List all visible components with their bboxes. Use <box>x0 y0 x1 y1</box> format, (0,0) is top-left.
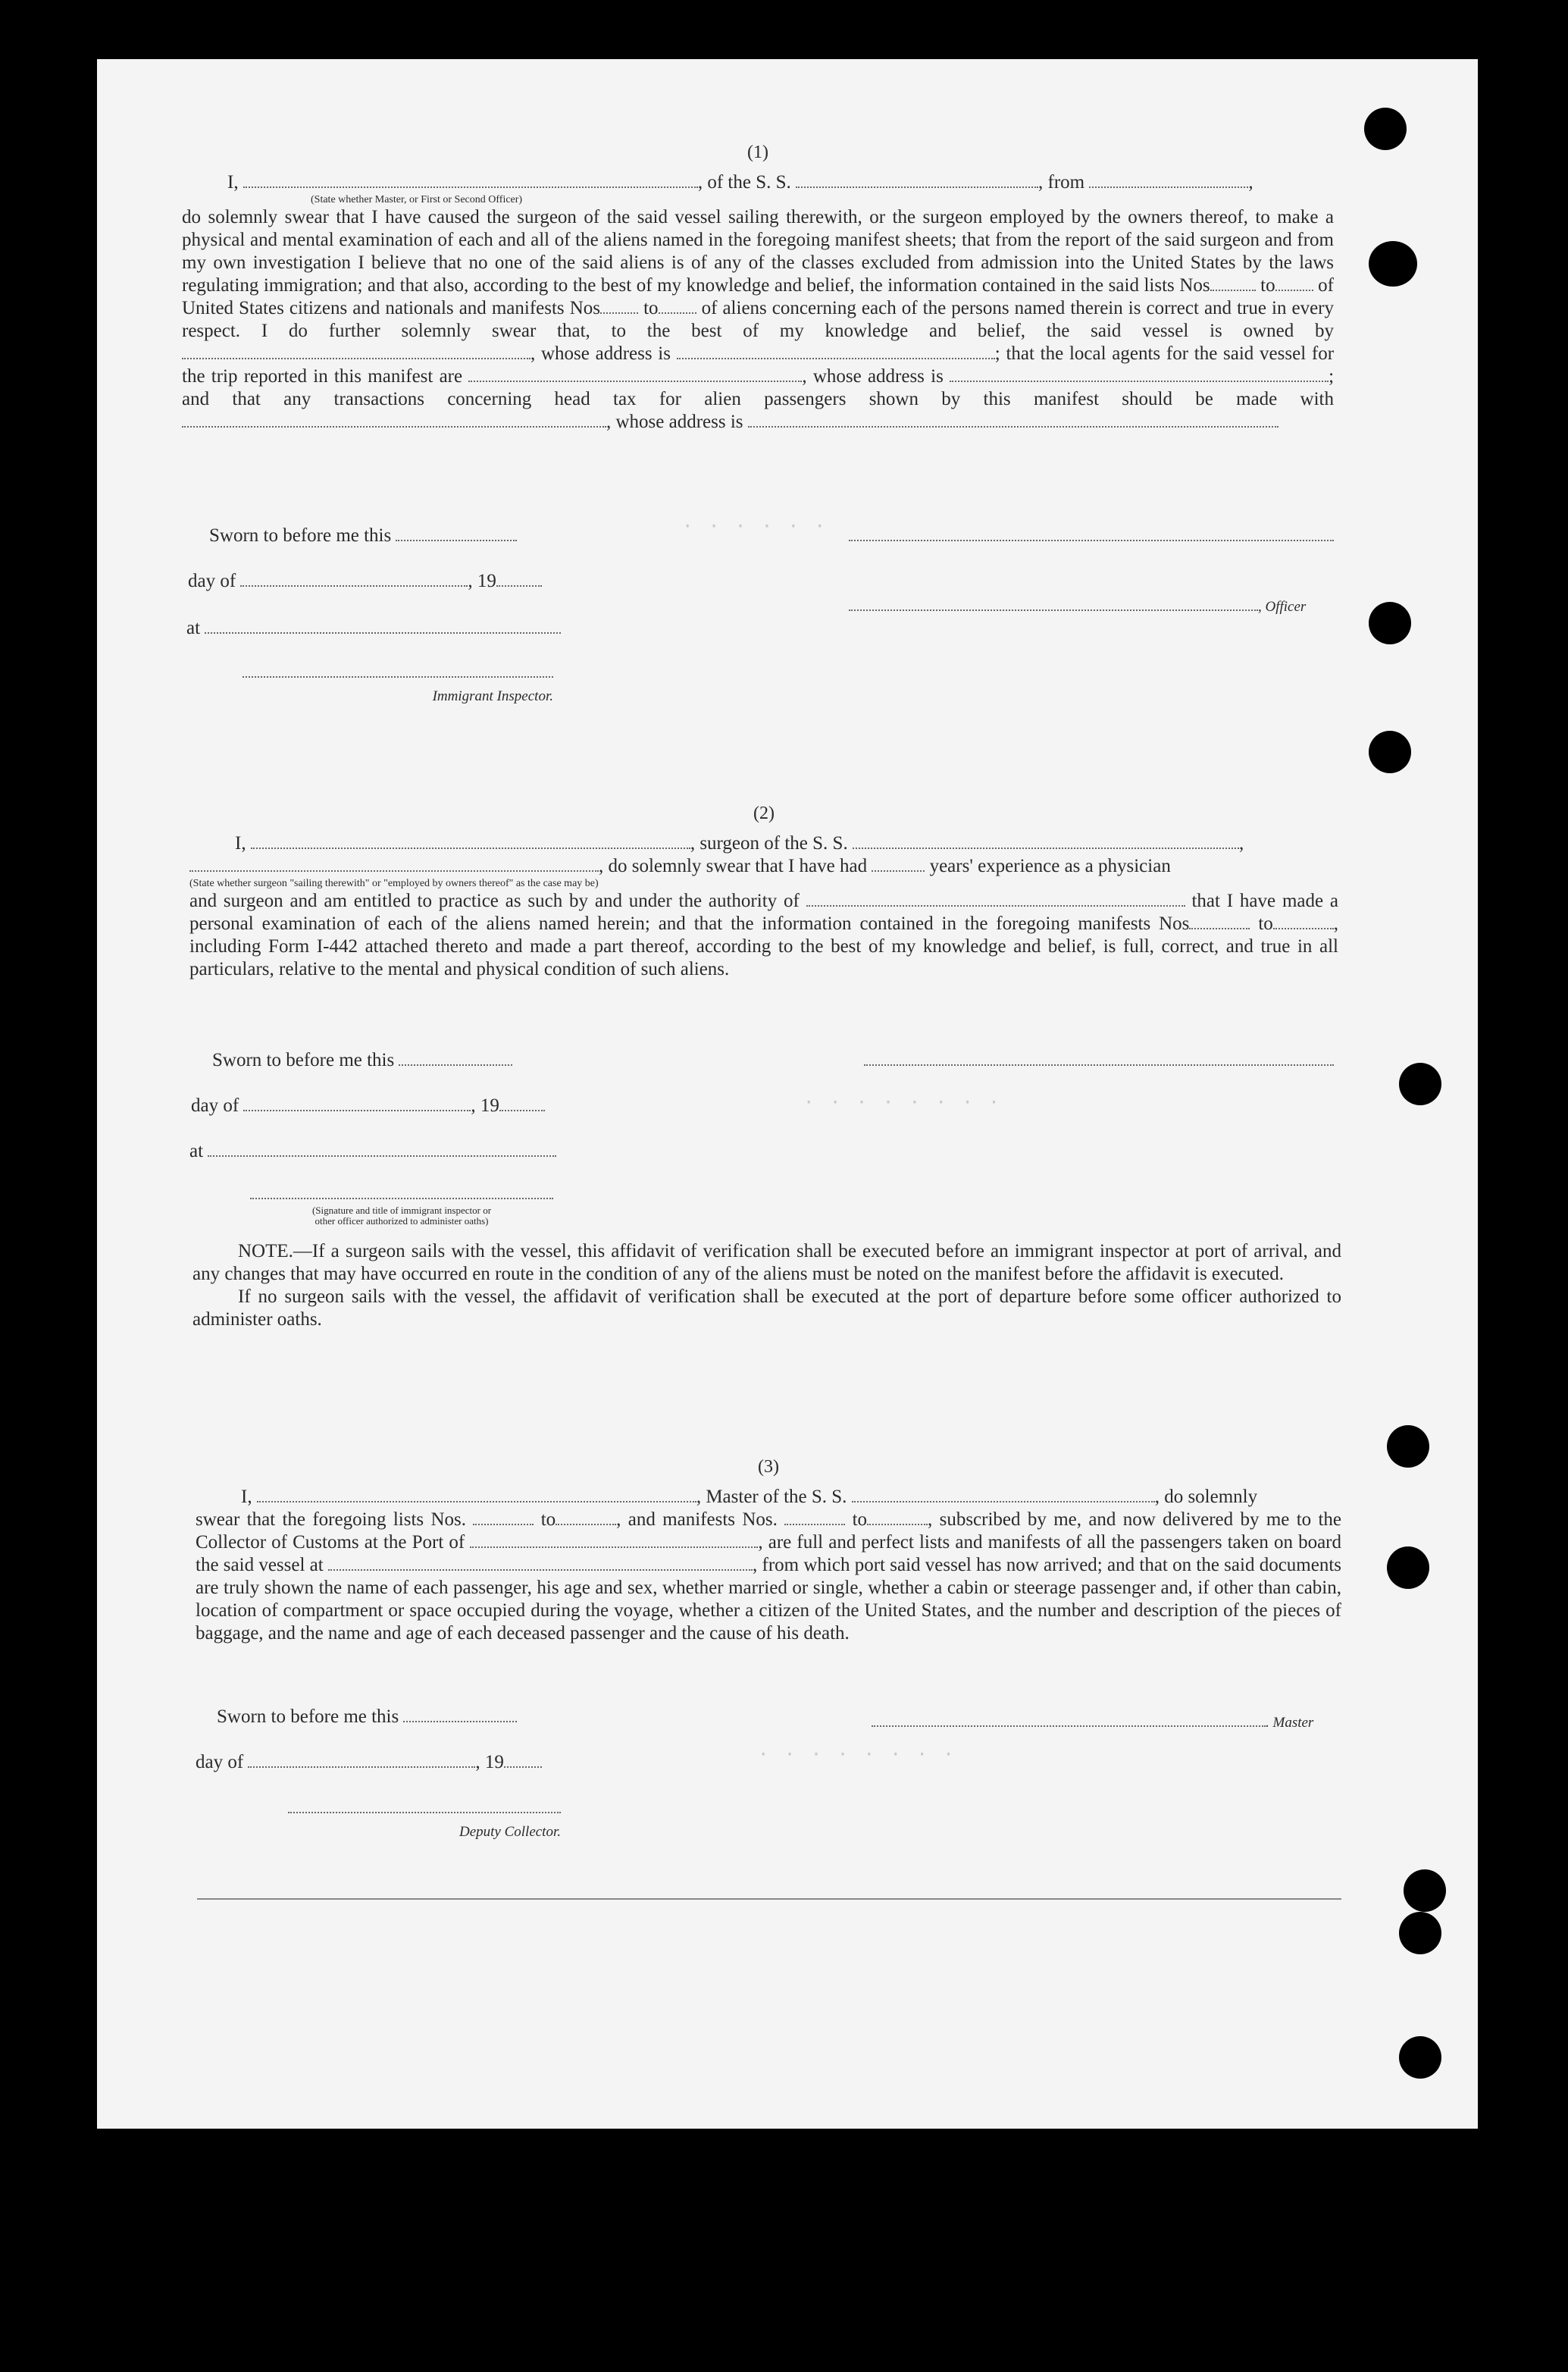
declarant-line: I, , surgeon of the S. S. , <box>235 833 1244 854</box>
sworn-line: Sworn to before me this <box>212 1049 512 1072</box>
affidavit-text: and surgeon and am entitled to practice as such by and under the authority of that I have made a personal examination of each of the aliens named herein; and that the information contained in the foregoing manifests Nos to , including Form I-442 attached thereto and made a part thereof, according to the best of my knowledge and belief, is full, correct, and true in all particulars, relative to the mental and physical condition of such aliens. <box>189 891 1339 979</box>
surgeon-status-field[interactable] <box>189 857 599 872</box>
day-line: day of , 19 <box>188 570 542 593</box>
inspector-signature-field[interactable] <box>250 1184 553 1199</box>
head-tax-field[interactable] <box>182 412 606 428</box>
year-field[interactable] <box>499 1096 545 1111</box>
owner-address-field[interactable] <box>677 344 995 359</box>
signature-caption-2: other officer authorized to administer oaths) <box>315 1215 489 1227</box>
inspector-signature <box>243 1183 561 1227</box>
field-hint: (State whether surgeon "sailing therewith" or "employed by owners thereof" as the case may be) <box>189 878 599 889</box>
punch-hole <box>1399 1912 1441 1954</box>
agents-address-field[interactable] <box>950 367 1329 382</box>
punch-hole <box>1369 241 1417 287</box>
sworn-date-field[interactable] <box>403 1707 517 1722</box>
punch-hole <box>1369 602 1411 644</box>
officer-signature-line: , Officer <box>849 594 1306 619</box>
at-line: at <box>189 1140 556 1163</box>
affidavit-text: swear that the foregoing lists Nos. to , and manifests Nos. to , subscribed by me, and now delivered by me to the Collector of Customs at the Port of , are full and perfect lists and manifests of all the passengers taken on board the said vessel at , from which port said vessel has now arrived; and that on the said documents are truly shown the name of each passenger, his age and sex, whether married or single, whether a cabin or steerage passenger and, if other than cabin, location of compartment or space occupied during the voyage, whether a citizen of the United States, and the number and description of the pieces of baggage, and the name and age of each deceased passenger and the cause of his death. <box>196 1509 1342 1643</box>
officer-signature <box>849 525 1334 547</box>
punch-hole <box>1387 1425 1429 1468</box>
surgeon-signature-field[interactable] <box>864 1051 1334 1066</box>
at-line: at <box>186 617 561 640</box>
divider <box>197 1898 1341 1900</box>
departure-port-field[interactable] <box>328 1556 753 1571</box>
officer-signature-field[interactable] <box>849 596 1258 611</box>
manifests-from-field[interactable] <box>1189 914 1250 929</box>
port-field[interactable] <box>470 1533 758 1548</box>
affidavit-surgeon <box>189 802 1338 981</box>
year-field[interactable] <box>504 1753 542 1768</box>
vessel-field[interactable] <box>796 173 1038 188</box>
bleed-through: · · · · · · · · <box>803 1092 1002 1113</box>
day-field[interactable] <box>240 572 468 587</box>
sworn-date-field[interactable] <box>399 1051 512 1066</box>
inspector-signature <box>235 661 553 708</box>
field-hint: (State whether Master, or First or Second Officer) <box>311 194 523 205</box>
punch-hole <box>1404 1869 1446 1912</box>
manifests-to-field[interactable] <box>1273 914 1334 929</box>
lists-to-field[interactable] <box>556 1510 616 1525</box>
from-field[interactable] <box>1089 173 1248 188</box>
declarant-line: I, , of the S. S. , from , <box>227 172 1253 193</box>
deputy-signature-field[interactable] <box>288 1798 561 1813</box>
deputy-signature <box>250 1797 561 1844</box>
master-name-field[interactable] <box>257 1487 696 1502</box>
manifests-from-field[interactable] <box>600 299 638 314</box>
bleed-through: · · · · · · <box>682 515 828 537</box>
day-line: day of , 19 <box>191 1095 545 1117</box>
section-number: (2) <box>753 804 775 823</box>
years-field[interactable] <box>872 857 925 872</box>
affidavit-text: do solemnly swear that I have caused the surgeon of the said vessel sailing therewith, or the surgeon employed by the owners thereof, to make a physical and mental examination of each and all of the aliens named in the foregoing manifest sheets; that from the report of the said surgeon and from my own investigation I believe that no one of the said aliens is of any of the classes excluded from admission into the United States by the laws regulating immigration; and that also, according to the best of my knowledge and belief, the information contained in the said lists Nos to of United States citizens and nationals and manifests Nos to of aliens concerning each of the persons named therein is correct and true in every respect. I do further solemnly swear that, to the best of my knowledge and belief, the said vessel is owned by , whose address is ; that the local agents for the said vessel for the trip reported in this manifest are , whose address is ; and that any transactions concerning head tax for alien passengers shown by this manifest should be made with , whose address is <box>182 207 1335 432</box>
section-number: (3) <box>758 1457 779 1477</box>
master-signature: . Master <box>872 1710 1313 1734</box>
vessel-field[interactable] <box>852 1487 1155 1502</box>
bleed-through: · · · · · · · · <box>758 1744 956 1765</box>
manifests-from-field[interactable] <box>784 1510 845 1525</box>
punch-hole <box>1369 731 1411 773</box>
inspector-signature-field[interactable] <box>243 663 553 678</box>
year-field[interactable] <box>496 572 542 587</box>
manifests-to-field[interactable] <box>867 1510 928 1525</box>
sworn-line: Sworn to before me this <box>209 525 517 547</box>
deputy-caption: Deputy Collector. <box>459 1824 561 1840</box>
sworn-line: Sworn to before me this <box>217 1706 517 1728</box>
punch-hole <box>1364 108 1407 150</box>
agents-field[interactable] <box>468 367 802 382</box>
affidavit-master-arrival <box>196 1455 1341 1645</box>
note-paragraph: NOTE.—If a surgeon sails with the vessel, this affidavit of verification shall be executed before an immigrant inspector at port of arrival, and any changes that may have occurred en route in the condition of any of the aliens must be noted on the manifest before the affidavit is executed. If no surgeon sails with the vessel, the affidavit of verification shall be executed at the port of departure before some officer authorized to administer oaths. <box>192 1241 1341 1330</box>
owner-field[interactable] <box>182 344 530 359</box>
punch-hole <box>1387 1546 1429 1589</box>
inspector-caption: Immigrant Inspector. <box>432 688 553 704</box>
authority-field[interactable] <box>806 891 1185 907</box>
officer-signature-top[interactable] <box>849 526 1334 541</box>
surgeon-name-field[interactable] <box>251 834 690 849</box>
section-number: (1) <box>747 143 768 162</box>
punch-hole <box>1399 1063 1441 1105</box>
name-field[interactable] <box>243 173 698 188</box>
affidavit-master <box>182 141 1334 434</box>
lists-to-field[interactable] <box>1275 276 1313 291</box>
vessel-field[interactable] <box>853 834 1239 849</box>
lists-from-field[interactable] <box>1210 276 1256 291</box>
declarant-line: I, , Master of the S. S. , do solemnly <box>241 1487 1258 1507</box>
note-label: NOTE. <box>238 1241 293 1261</box>
master-signature-field[interactable] <box>872 1712 1266 1727</box>
signature-caption-1: (Signature and title of immigrant inspector or <box>311 1205 492 1216</box>
place-field[interactable] <box>205 619 561 634</box>
manifests-to-field[interactable] <box>659 299 696 314</box>
day-field[interactable] <box>243 1096 471 1111</box>
sworn-date-field[interactable] <box>396 526 517 541</box>
surgeon-signature <box>864 1049 1334 1072</box>
day-line: day of , 19 <box>196 1751 542 1774</box>
punch-hole <box>1399 2036 1441 2079</box>
day-field[interactable] <box>248 1753 475 1768</box>
place-field[interactable] <box>208 1142 556 1157</box>
surgeon-status-line: , do solemnly swear that I have had years' experience as a physician <box>189 855 1338 878</box>
head-tax-address-field[interactable] <box>748 412 1278 428</box>
lists-from-field[interactable] <box>473 1510 534 1525</box>
